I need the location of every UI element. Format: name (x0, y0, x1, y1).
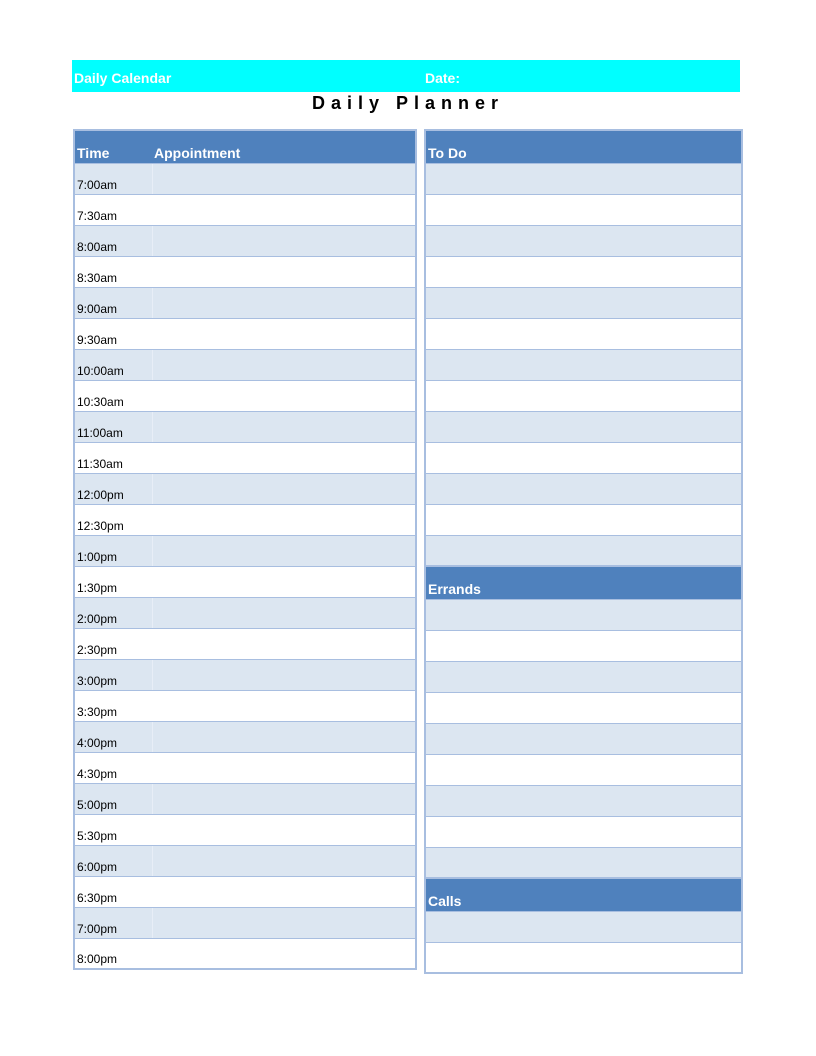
appointment-header: Appointment (152, 130, 416, 163)
table-row (74, 349, 416, 380)
appointment-cell[interactable] (152, 287, 416, 318)
time-cell: 5:30pm (74, 814, 152, 845)
list-item (425, 942, 742, 973)
todo-cell[interactable] (425, 535, 742, 566)
table-row (74, 907, 416, 938)
appointment-cell[interactable] (152, 535, 416, 566)
list-item (425, 535, 742, 566)
time-cell: 3:30pm (74, 690, 152, 721)
todo-cell[interactable] (425, 442, 742, 473)
time-cell: 12:30pm (74, 504, 152, 535)
list-item (425, 630, 742, 661)
appointment-cell[interactable] (152, 380, 416, 411)
appointment-cell[interactable] (152, 194, 416, 225)
list-item (425, 692, 742, 723)
list-item (425, 785, 742, 816)
list-item (425, 380, 742, 411)
errands-header-row (425, 566, 742, 599)
errands-header: Errands (425, 566, 742, 599)
list-item (425, 599, 742, 630)
table-row (74, 225, 416, 256)
calls-header: Calls (425, 878, 742, 911)
appointment-cell[interactable] (152, 938, 416, 969)
time-cell: 6:00pm (74, 845, 152, 876)
table-row (74, 845, 416, 876)
appointment-cell[interactable] (152, 442, 416, 473)
time-cell: 1:00pm (74, 535, 152, 566)
list-item (425, 163, 742, 194)
table-row (74, 194, 416, 225)
table-row (74, 597, 416, 628)
table-row (74, 783, 416, 814)
time-cell: 8:30am (74, 256, 152, 287)
appointment-cell[interactable] (152, 721, 416, 752)
appointment-cell[interactable] (152, 690, 416, 721)
time-cell: 11:30am (74, 442, 152, 473)
list-item (425, 504, 742, 535)
appointment-cell[interactable] (152, 225, 416, 256)
table-row (74, 287, 416, 318)
time-cell: 8:00pm (74, 938, 152, 969)
table-row (74, 411, 416, 442)
list-item (425, 256, 742, 287)
appointment-cell[interactable] (152, 349, 416, 380)
list-item (425, 194, 742, 225)
errand-cell[interactable] (425, 785, 742, 816)
appointment-cell[interactable] (152, 318, 416, 349)
time-header: Time (74, 130, 152, 163)
time-cell: 7:30am (74, 194, 152, 225)
lists-table (424, 129, 743, 974)
table-row (74, 876, 416, 907)
todo-cell[interactable] (425, 163, 742, 194)
appointment-cell[interactable] (152, 814, 416, 845)
time-cell: 10:30am (74, 380, 152, 411)
table-row (74, 535, 416, 566)
time-cell: 3:00pm (74, 659, 152, 690)
table-row (74, 814, 416, 845)
schedule-header-row (74, 130, 416, 163)
appointment-cell[interactable] (152, 597, 416, 628)
list-item (425, 287, 742, 318)
page-title: Daily Planner (311, 93, 505, 113)
todo-cell[interactable] (425, 380, 742, 411)
appointment-cell[interactable] (152, 752, 416, 783)
time-cell: 5:00pm (74, 783, 152, 814)
table-row (74, 566, 416, 597)
appointment-cell[interactable] (152, 473, 416, 504)
calendar-label: Daily Calendar (74, 70, 172, 86)
todo-header: To Do (425, 130, 742, 163)
list-item (425, 349, 742, 380)
call-cell[interactable] (425, 942, 742, 973)
errand-cell[interactable] (425, 692, 742, 723)
errand-cell[interactable] (425, 599, 742, 630)
time-cell: 1:30pm (74, 566, 152, 597)
appointment-cell[interactable] (152, 504, 416, 535)
appointment-cell[interactable] (152, 783, 416, 814)
time-cell: 7:00am (74, 163, 152, 194)
table-row (74, 628, 416, 659)
appointment-cell[interactable] (152, 256, 416, 287)
list-item (425, 816, 742, 847)
time-cell: 2:00pm (74, 597, 152, 628)
list-item (425, 661, 742, 692)
errand-cell[interactable] (425, 630, 742, 661)
todo-cell[interactable] (425, 504, 742, 535)
todo-header-row (425, 130, 742, 163)
table-row (74, 380, 416, 411)
list-item (425, 847, 742, 878)
call-cell[interactable] (425, 911, 742, 942)
table-row (74, 752, 416, 783)
appointment-cell[interactable] (152, 566, 416, 597)
errand-cell[interactable] (425, 723, 742, 754)
todo-cell[interactable] (425, 256, 742, 287)
time-cell: 12:00pm (74, 473, 152, 504)
time-cell: 4:30pm (74, 752, 152, 783)
time-cell: 6:30pm (74, 876, 152, 907)
todo-cell[interactable] (425, 411, 742, 442)
schedule-table (73, 129, 417, 970)
appointment-cell[interactable] (152, 845, 416, 876)
list-item (425, 911, 742, 942)
table-row (74, 721, 416, 752)
table-row (74, 659, 416, 690)
todo-cell[interactable] (425, 473, 742, 504)
list-item (425, 473, 742, 504)
appointment-cell[interactable] (152, 876, 416, 907)
appointment-cell[interactable] (152, 907, 416, 938)
errand-cell[interactable] (425, 754, 742, 785)
table-row (74, 163, 416, 194)
time-cell: 10:00am (74, 349, 152, 380)
errand-cell[interactable] (425, 816, 742, 847)
todo-cell[interactable] (425, 194, 742, 225)
appointment-cell[interactable] (152, 163, 416, 194)
errand-cell[interactable] (425, 847, 742, 878)
time-cell: 4:00pm (74, 721, 152, 752)
todo-cell[interactable] (425, 287, 742, 318)
list-item (425, 723, 742, 754)
table-row (74, 504, 416, 535)
todo-cell[interactable] (425, 349, 742, 380)
todo-cell[interactable] (425, 225, 742, 256)
appointment-cell[interactable] (152, 411, 416, 442)
table-row (74, 442, 416, 473)
time-cell: 9:00am (74, 287, 152, 318)
table-row (74, 318, 416, 349)
list-item (425, 225, 742, 256)
table-row (74, 938, 416, 969)
table-row (74, 473, 416, 504)
appointment-cell[interactable] (152, 659, 416, 690)
errand-cell[interactable] (425, 661, 742, 692)
time-cell: 2:30pm (74, 628, 152, 659)
list-item (425, 411, 742, 442)
list-item (425, 318, 742, 349)
table-row (74, 256, 416, 287)
time-cell: 11:00am (74, 411, 152, 442)
time-cell: 8:00am (74, 225, 152, 256)
calls-header-row (425, 878, 742, 911)
top-banner (72, 60, 740, 92)
list-item (425, 442, 742, 473)
appointment-cell[interactable] (152, 628, 416, 659)
time-cell: 7:00pm (74, 907, 152, 938)
list-item (425, 754, 742, 785)
table-row (74, 690, 416, 721)
date-label[interactable]: Date: (425, 70, 461, 86)
time-cell: 9:30am (74, 318, 152, 349)
todo-cell[interactable] (425, 318, 742, 349)
